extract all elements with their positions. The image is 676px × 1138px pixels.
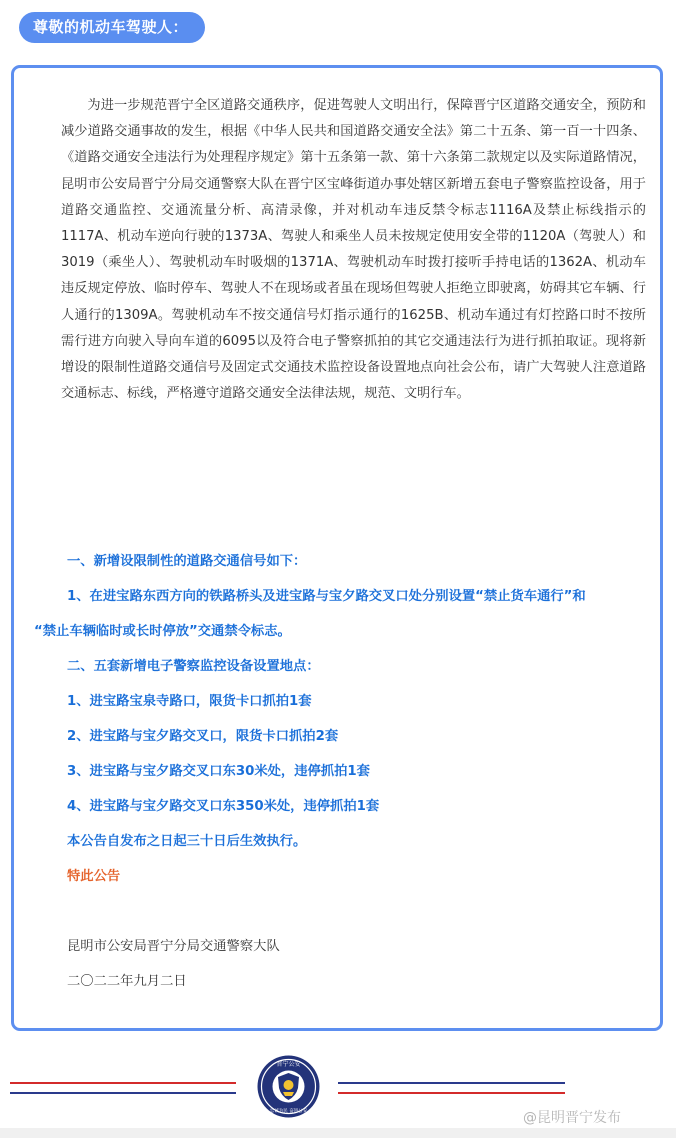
effective-notice: 本公告自发布之日起三十日后生效执行。: [67, 834, 307, 849]
section2-heading: 二、五套新增电子警察监控设备设置地点：: [67, 659, 320, 674]
section2-item-4: 4、进宝路与宝夕路交叉口东350米处，违停抓拍1套: [67, 799, 380, 814]
emblem-bottom-text: 忠诚为民 奋进公安: [269, 1109, 308, 1114]
section2-item-3: 3、进宝路与宝夕路交叉口东30米处，违停抓拍1套: [67, 764, 370, 779]
section2-item-2: 2、进宝路与宝夕路交叉口，限货卡口抓拍2套: [67, 729, 339, 744]
emblem-top-text: 晋宁公安: [276, 1061, 301, 1068]
section2-item-1: 1、进宝路宝泉寺路口，限货卡口抓拍1套: [67, 694, 312, 709]
section1-item-line2: “禁止车辆临时或长时停放”交通禁令标志。: [34, 624, 291, 639]
special-notice: 特此公告: [67, 869, 121, 884]
greeting-badge: 尊敬的机动车驾驶人：: [19, 12, 205, 43]
bottom-strip: [0, 1128, 676, 1138]
police-emblem-icon: [256, 1054, 321, 1119]
section1-heading: 一、新增设限制性的道路交通信号如下：: [67, 554, 307, 569]
signature-organization: 昆明市公安局晋宁分局交通警察大队: [67, 939, 280, 954]
footer-divider-lines: [0, 1075, 676, 1105]
section1-item-line1: 1、在进宝路东西方向的铁路桥头及进宝路与宝夕路交叉口处分别设置“禁止货车通行”和: [67, 589, 586, 604]
signature-date: 二〇二二年九月二日: [67, 974, 187, 989]
weibo-watermark: @昆明晋宁发布: [523, 1110, 621, 1126]
notice-body-paragraph: 为进一步规范晋宁全区道路交通秩序，促进驾驶人文明出行，保障晋宁区道路交通安全，预防和减少道路交通事故的发生，根据《中华人民共和国道路交通安全法》第二十五条、第一百一十四条、《道路交通安全违法行为处理程序规定》第十五条第一款、第十六条第二款规定以及实际道路情况，昆明市公安局晋宁分局交通警察大队在晋宁区宝峰街道办事处辖区新增五套电子警察监控设备，用于道路交通监控、交通流量分析、高清录像，并对机动车违反禁令标志1116A及禁止标线指示的1117A、机动车逆向行驶的1373A、驾驶人和乘坐人员未按规定使用安全带的1120A（驾驶人）和3019（乘坐人）、驾驶机动车时吸烟的1371A、驾驶机动车时拨打接听手持电话的1362A、机动车违反规定停放、临时停车、驾驶人不在现场或者虽在现场但驾驶人拒绝立即驶离，妨碍其它车辆、行人通行的1309A。驾驶机动车不按交通信号灯指示通行的1625B、机动车通过有灯控路口时不按所需行进方向驶入导向车道的6095以及符合电子警察抓拍的其它交通违法行为进行抓拍取证。现将新增设的限制性道路交通信号及固定式交通技术监控设备设置地点向社会公布，请广大驾驶人注意道路交通标志、标线，严格遵守道路交通安全法律法规，规范、文明行车。: [61, 98, 646, 402]
